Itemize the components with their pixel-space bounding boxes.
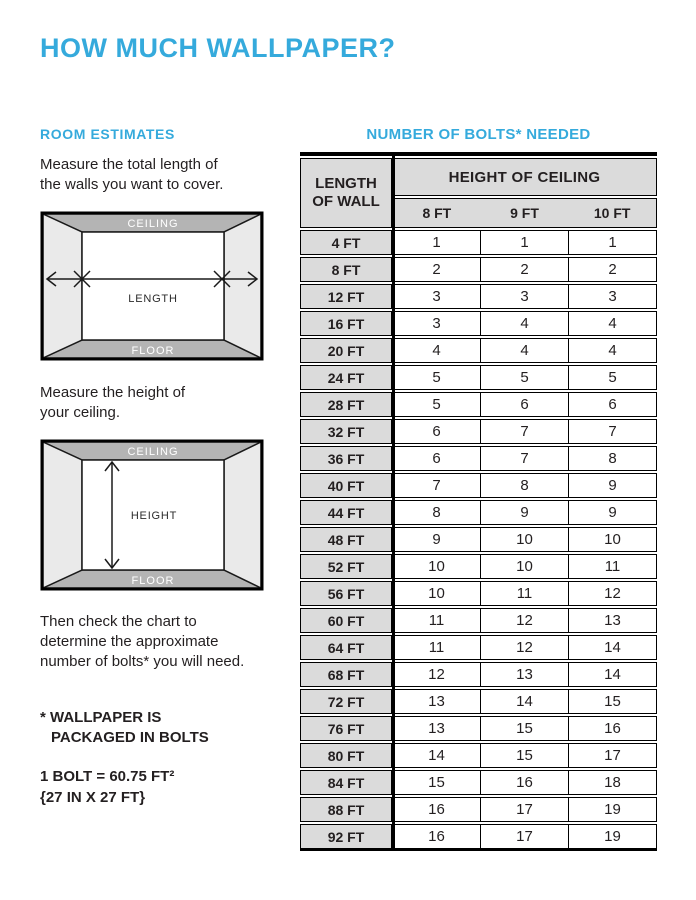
bolt-count-cell: 7 [481,419,569,444]
wall-length-cell: 36 FT [300,446,392,471]
bolts-needed-section [300,126,657,851]
bolts-table [300,152,657,851]
table-row [300,797,657,822]
bolt-count-cell: 8 [481,473,569,498]
bolt-count-cell: 15 [392,770,481,795]
bolt-count-cell: 7 [569,419,657,444]
wall-length-cell: 84 FT [300,770,392,795]
bolt-count-cell: 16 [392,797,481,822]
bolt-count-cell: 14 [392,743,481,768]
bolt-count-cell: 4 [569,311,657,336]
bolt-count-cell: 7 [481,446,569,471]
bolt-count-cell: 3 [569,284,657,309]
length-dimension-label: LENGTH [128,293,178,305]
step1-line1: Measure the total length of [40,156,218,173]
bolt-count-cell: 16 [392,824,481,849]
bolt-count-cell: 10 [569,527,657,552]
bolt-count-cell: 12 [569,581,657,606]
table-row [300,689,657,714]
footnote-line1: * WALLPAPER IS [40,709,162,726]
bolt-count-cell: 3 [392,311,481,336]
wall-length-cell: 4 FT [300,230,392,255]
bolt-count-cell: 12 [481,608,569,633]
table-row [300,392,657,417]
floor-label: FLOOR [131,345,175,357]
table-row [300,635,657,660]
bolt-count-cell: 14 [569,662,657,687]
bolts-table-heading: NUMBER OF BOLTS* NEEDED [366,126,591,143]
step2-line1: Measure the height of [40,384,186,401]
bolt-count-cell: 2 [481,257,569,282]
left-wall [43,214,82,358]
bolt-count-cell: 4 [481,311,569,336]
table-header [300,158,657,228]
bolt-count-cell: 4 [569,338,657,363]
room-estimates-heading: ROOM ESTIMATES [40,126,175,142]
bolt-count-cell: 5 [569,365,657,390]
bolt-count-cell: 11 [392,635,481,660]
bolt-count-cell: 19 [569,797,657,822]
bolt-count-cell: 5 [392,365,481,390]
column-header-8ft: 8 FT [422,205,452,221]
bolt-count-cell: 15 [481,716,569,741]
bolt-count-cell: 19 [569,824,657,849]
table-row [300,527,657,552]
table-row [300,419,657,444]
back-wall [82,232,224,340]
wall-length-cell: 20 FT [300,338,392,363]
table-row [300,824,657,849]
bolt-count-cell: 15 [481,743,569,768]
bolt-count-cell: 6 [481,392,569,417]
table-row [300,338,657,363]
bolt-count-cell: 5 [392,392,481,417]
step1-line2: the walls you want to cover. [40,176,224,193]
bolt-area-line: 1 BOLT = 60.75 FT² [40,768,175,785]
height-of-ceiling-header: HEIGHT OF CEILING [392,158,657,196]
length-of-wall-header [300,158,392,228]
footnote-line2: PACKAGED IN BOLTS [51,729,209,746]
table-row [300,365,657,390]
bolt-count-cell: 3 [481,284,569,309]
table-row [300,311,657,336]
bolt-count-cell: 14 [569,635,657,660]
step2-text [40,383,276,423]
bolt-count-cell: 1 [569,230,657,255]
table-row [300,257,657,282]
wall-length-cell: 32 FT [300,419,392,444]
table-row [300,662,657,687]
step2-line2: your ceiling. [40,404,121,421]
wall-length-cell: 76 FT [300,716,392,741]
step3-line1: Then check the chart to [40,613,197,630]
floor-label: FLOOR [131,575,175,587]
wall-length-cell: 16 FT [300,311,392,336]
table-row [300,284,657,309]
column-header-9ft: 9 FT [510,205,539,221]
bolt-count-cell: 9 [569,473,657,498]
table-column-divider [392,156,395,849]
bolt-count-cell: 6 [392,446,481,471]
table-row [300,446,657,471]
wall-length-cell: 52 FT [300,554,392,579]
bolt-count-cell: 1 [392,230,481,255]
wallpaper-footnote [40,708,276,748]
ceiling-header-group [392,158,657,228]
bolt-count-cell: 9 [569,500,657,525]
bolt-count-cell: 11 [392,608,481,633]
bolt-count-cell: 10 [392,554,481,579]
bolt-count-cell: 5 [481,365,569,390]
bolt-count-cell: 14 [481,689,569,714]
bolt-count-cell: 17 [481,824,569,849]
bolt-count-cell: 15 [569,689,657,714]
step1-text [40,155,276,195]
bolt-count-cell: 4 [392,338,481,363]
bolt-count-cell: 8 [569,446,657,471]
bolt-count-cell: 9 [392,527,481,552]
wall-length-cell: 48 FT [300,527,392,552]
ceiling-label: CEILING [127,218,179,230]
room-estimates-section [40,126,276,808]
bolt-count-cell: 11 [481,581,569,606]
wall-length-cell: 40 FT [300,473,392,498]
bolt-count-cell: 12 [481,635,569,660]
table-row [300,473,657,498]
bolt-count-cell: 12 [392,662,481,687]
wall-length-cell: 92 FT [300,824,392,849]
table-row [300,743,657,768]
bolt-count-cell: 17 [569,743,657,768]
wall-length-cell: 88 FT [300,797,392,822]
ceiling-label: CEILING [127,446,179,458]
bolt-count-cell: 1 [481,230,569,255]
bolt-count-cell: 16 [481,770,569,795]
table-row [300,500,657,525]
bolt-count-cell: 7 [392,473,481,498]
wall-length-cell: 60 FT [300,608,392,633]
bolt-count-cell: 2 [569,257,657,282]
page-title: HOW MUCH WALLPAPER? [40,33,396,63]
bolt-count-cell: 13 [481,662,569,687]
bolt-count-cell: 13 [392,689,481,714]
table-row [300,554,657,579]
bolt-count-cell: 8 [392,500,481,525]
wall-length-cell: 72 FT [300,689,392,714]
bolt-count-cell: 13 [569,608,657,633]
bolt-count-cell: 18 [569,770,657,795]
bolts-table-rows [300,230,657,849]
bolt-count-cell: 11 [569,554,657,579]
table-row [300,770,657,795]
step3-line2: determine the approximate [40,633,219,650]
column-header-10ft: 10 FT [593,205,631,221]
step3-line3: number of bolts* you will need. [40,653,245,670]
wall-length-cell: 12 FT [300,284,392,309]
bolt-count-cell: 3 [392,284,481,309]
room-length-diagram [40,211,264,361]
room-height-diagram [40,439,264,591]
bolt-count-cell: 6 [392,419,481,444]
left-wall [43,442,82,588]
bolt-count-cell: 17 [481,797,569,822]
table-row [300,230,657,255]
height-dimension-label: HEIGHT [130,510,178,522]
bolt-dimensions-line: {27 IN X 27 FT} [40,789,146,806]
bolt-count-cell: 6 [569,392,657,417]
corner-header-line1: LENGTH [315,175,377,192]
bolt-count-cell: 10 [481,554,569,579]
wall-length-cell: 8 FT [300,257,392,282]
bolt-count-cell: 10 [481,527,569,552]
table-row [300,581,657,606]
bolt-count-cell: 4 [481,338,569,363]
corner-header-line2: OF WALL [312,193,380,210]
wall-length-cell: 28 FT [300,392,392,417]
bolt-count-cell: 2 [392,257,481,282]
table-row [300,716,657,741]
wall-length-cell: 64 FT [300,635,392,660]
bolt-count-cell: 10 [392,581,481,606]
bolt-size-info [40,766,276,808]
right-wall [224,442,261,588]
wall-length-cell: 24 FT [300,365,392,390]
wall-length-cell: 44 FT [300,500,392,525]
bolt-count-cell: 13 [392,716,481,741]
step3-text [40,612,276,672]
ceiling-height-subheaders [392,198,657,228]
wall-length-cell: 68 FT [300,662,392,687]
table-row [300,608,657,633]
wall-length-cell: 80 FT [300,743,392,768]
wall-length-cell: 56 FT [300,581,392,606]
bolt-count-cell: 9 [481,500,569,525]
bolt-count-cell: 16 [569,716,657,741]
